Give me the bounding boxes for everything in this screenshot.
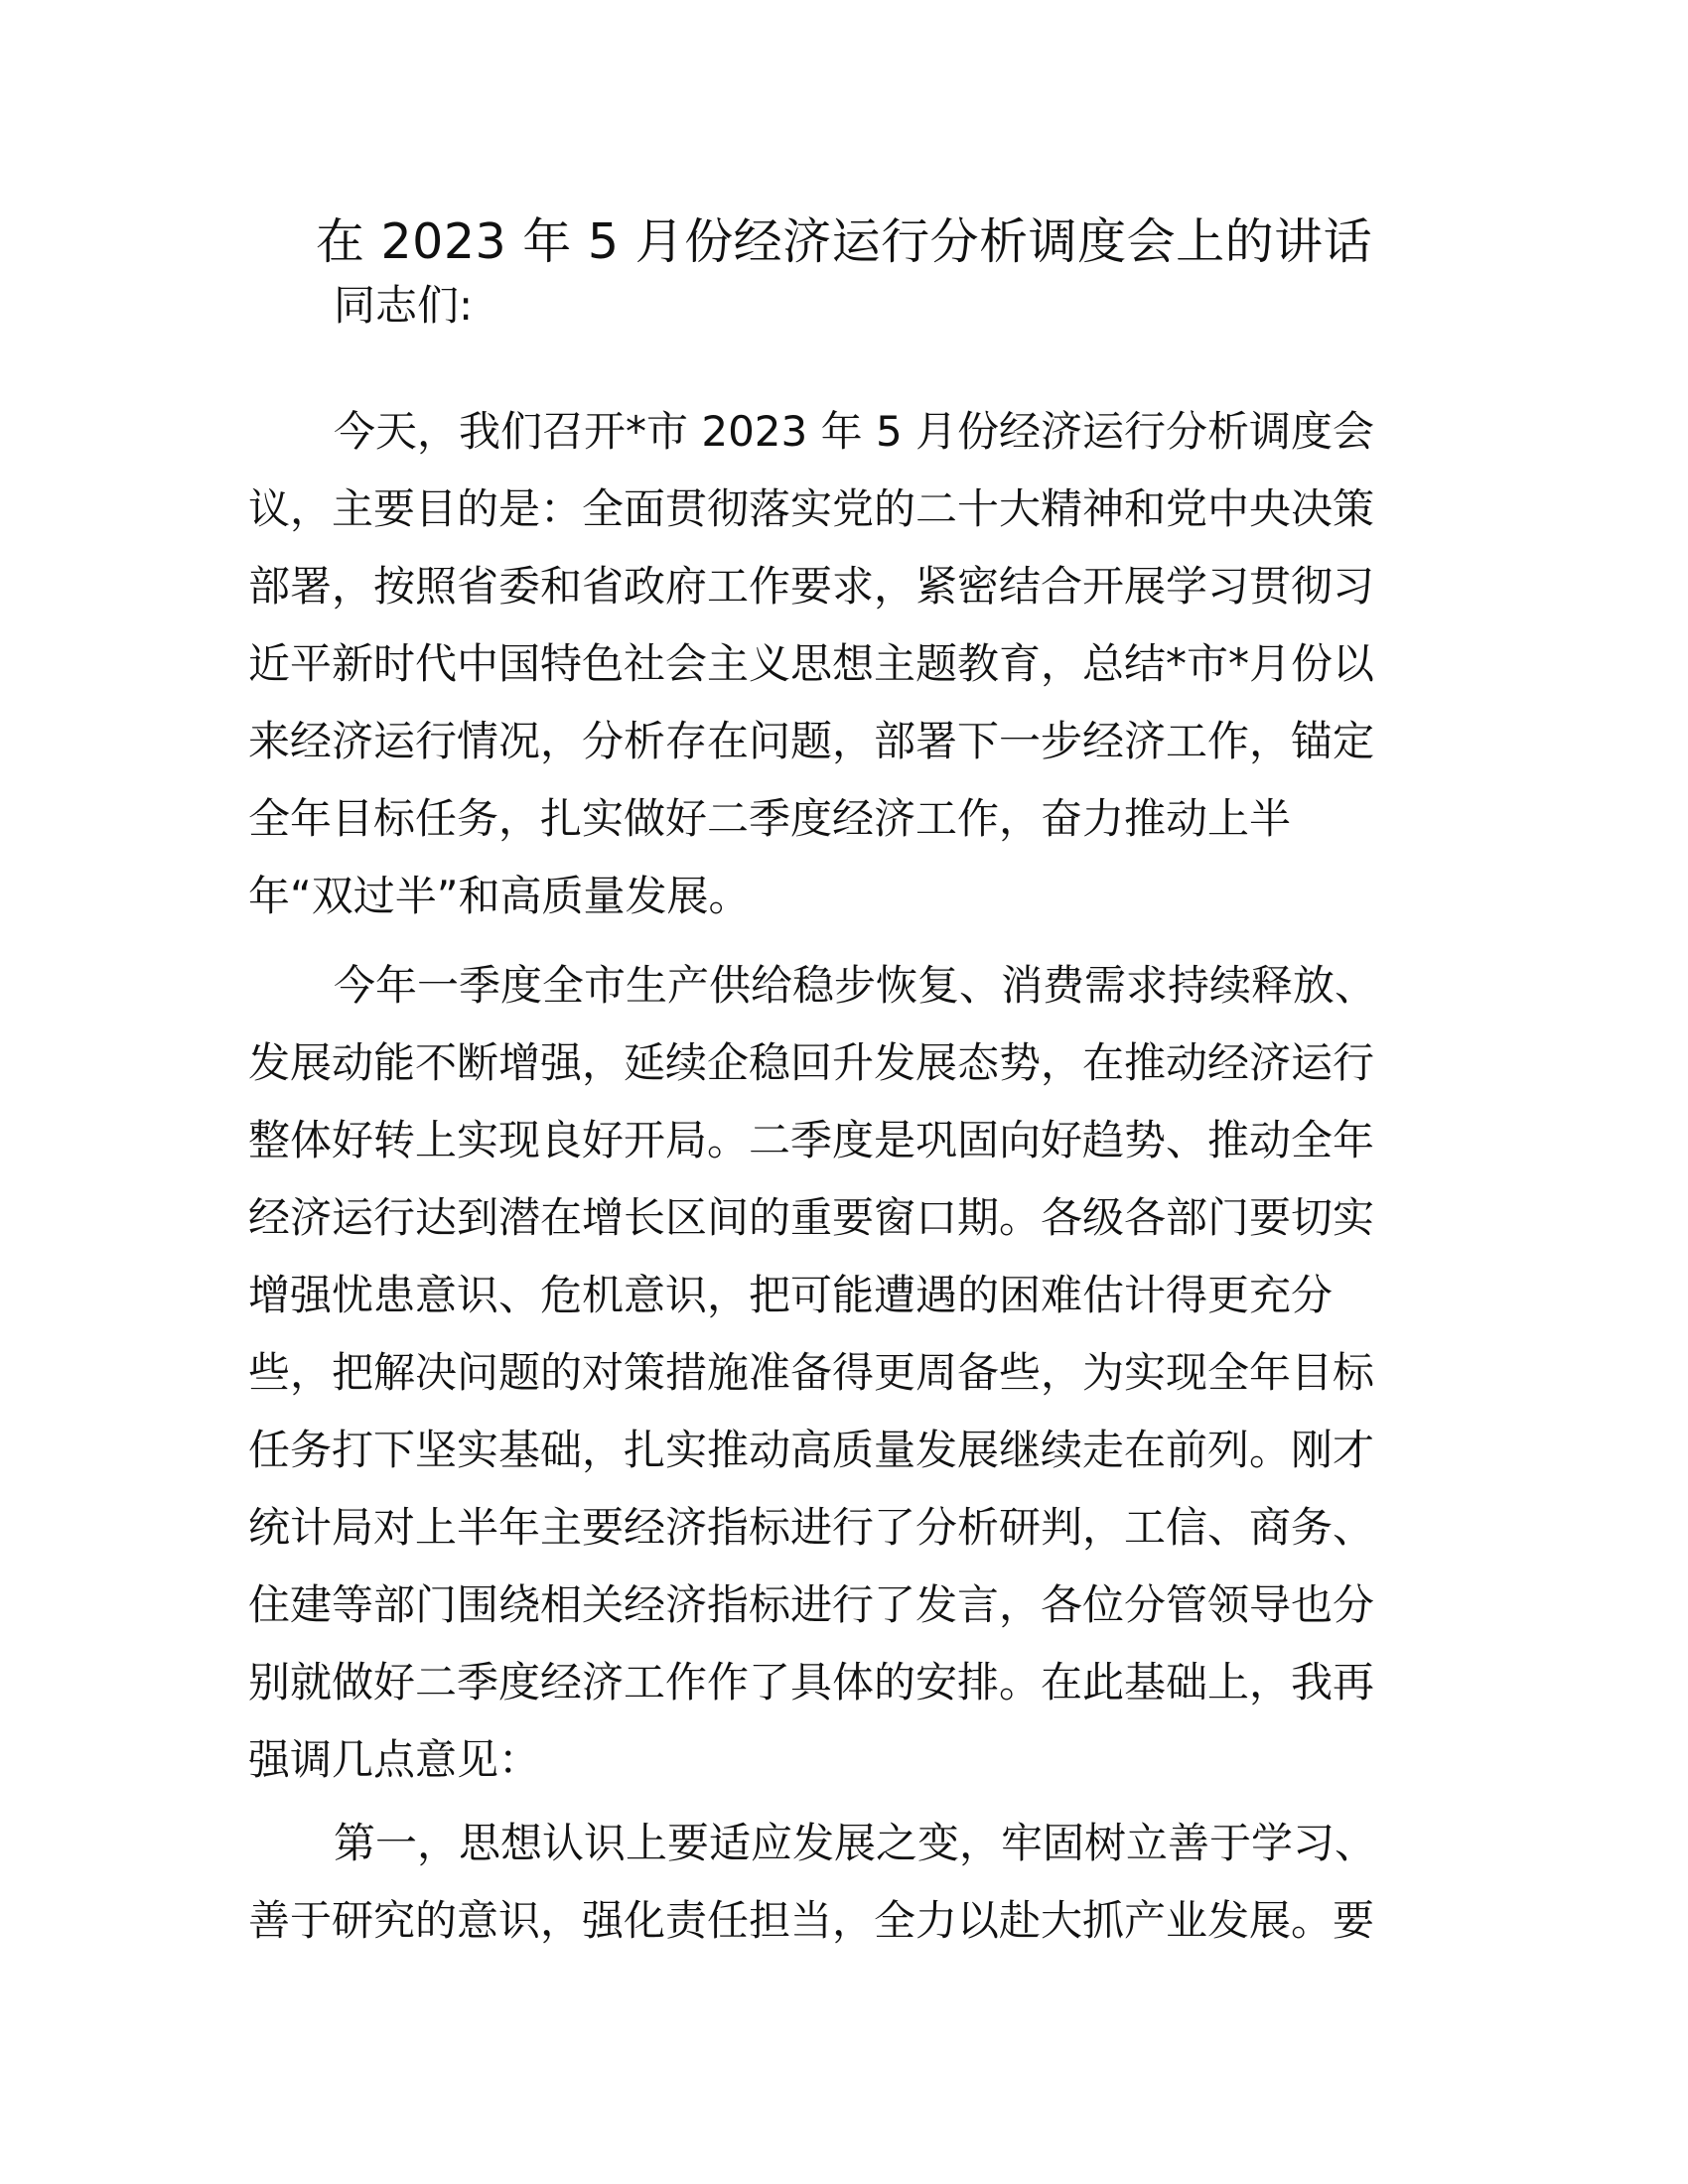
paragraph-1: [248, 393, 1440, 935]
paragraph-line: 任务打下坚实基础，扎实推动高质量发展继续走在前列。刚才: [248, 1426, 1375, 1474]
paragraph-line: 别就做好二季度经济工作作了具体的安排。在此基础上，我再: [248, 1658, 1375, 1706]
paragraph-line: 经济运行达到潜在增长区间的重要窗口期。各级各部门要切实: [248, 1193, 1375, 1242]
paragraph-line: 统计局对上半年主要经济指标进行了分析研判，工信、商务、: [248, 1503, 1375, 1552]
paragraph-line: 年“双过半”和高质量发展。: [248, 872, 751, 920]
paragraph-line: 今年一季度全市生产供给稳步恢复、消费需求持续释放、: [334, 961, 1377, 1010]
paragraph-line: 整体好转上实现良好开局。二季度是巩固向好趋势、推动全年: [248, 1116, 1375, 1164]
paragraph-line: 住建等部门围绕相关经济指标进行了发言，各位分管领导也分: [248, 1580, 1375, 1629]
paragraph-line: 全年目标任务，扎实做好二季度经济工作，奋力推动上半: [248, 794, 1292, 843]
paragraph-line: 部署，按照省委和省政府工作要求，紧密结合开展学习贯彻习: [248, 562, 1375, 611]
paragraph-line: 增强忧患意识、危机意识，把可能遭遇的困难估计得更充分: [248, 1271, 1334, 1319]
paragraph-line: 强调几点意见：: [248, 1735, 541, 1784]
paragraph-3: [248, 1805, 1440, 1960]
paragraph-line: 今天，我们召开*市 2023 年 5 月份经济运行分析调度会: [334, 407, 1375, 456]
paragraph-2: [248, 947, 1440, 1799]
document-title: 在 2023 年 5 月份经济运行分析调度会上的讲话: [315, 213, 1373, 270]
paragraph-line: 发展动能不断增强，延续企稳回升发展态势，在推动经济运行: [248, 1038, 1375, 1087]
paragraph-line: 善于研究的意识，强化责任担当，全力以赴大抓产业发展。要: [248, 1896, 1375, 1945]
paragraph-line: 议，主要目的是：全面贯彻落实党的二十大精神和党中央决策: [248, 484, 1375, 533]
paragraph-line: 些，把解决问题的对策措施准备得更周备些，为实现全年目标: [248, 1348, 1375, 1397]
greeting-text: 同志们:: [334, 281, 474, 330]
paragraph-line: 来经济运行情况，分析存在问题，部署下一步经济工作，锚定: [248, 717, 1375, 765]
paragraph-line: 近平新时代中国特色社会主义思想主题教育，总结*市*月份以: [248, 639, 1375, 688]
paragraph-line: 第一，思想认识上要适应发展之变，牢固树立善于学习、: [334, 1819, 1377, 1867]
